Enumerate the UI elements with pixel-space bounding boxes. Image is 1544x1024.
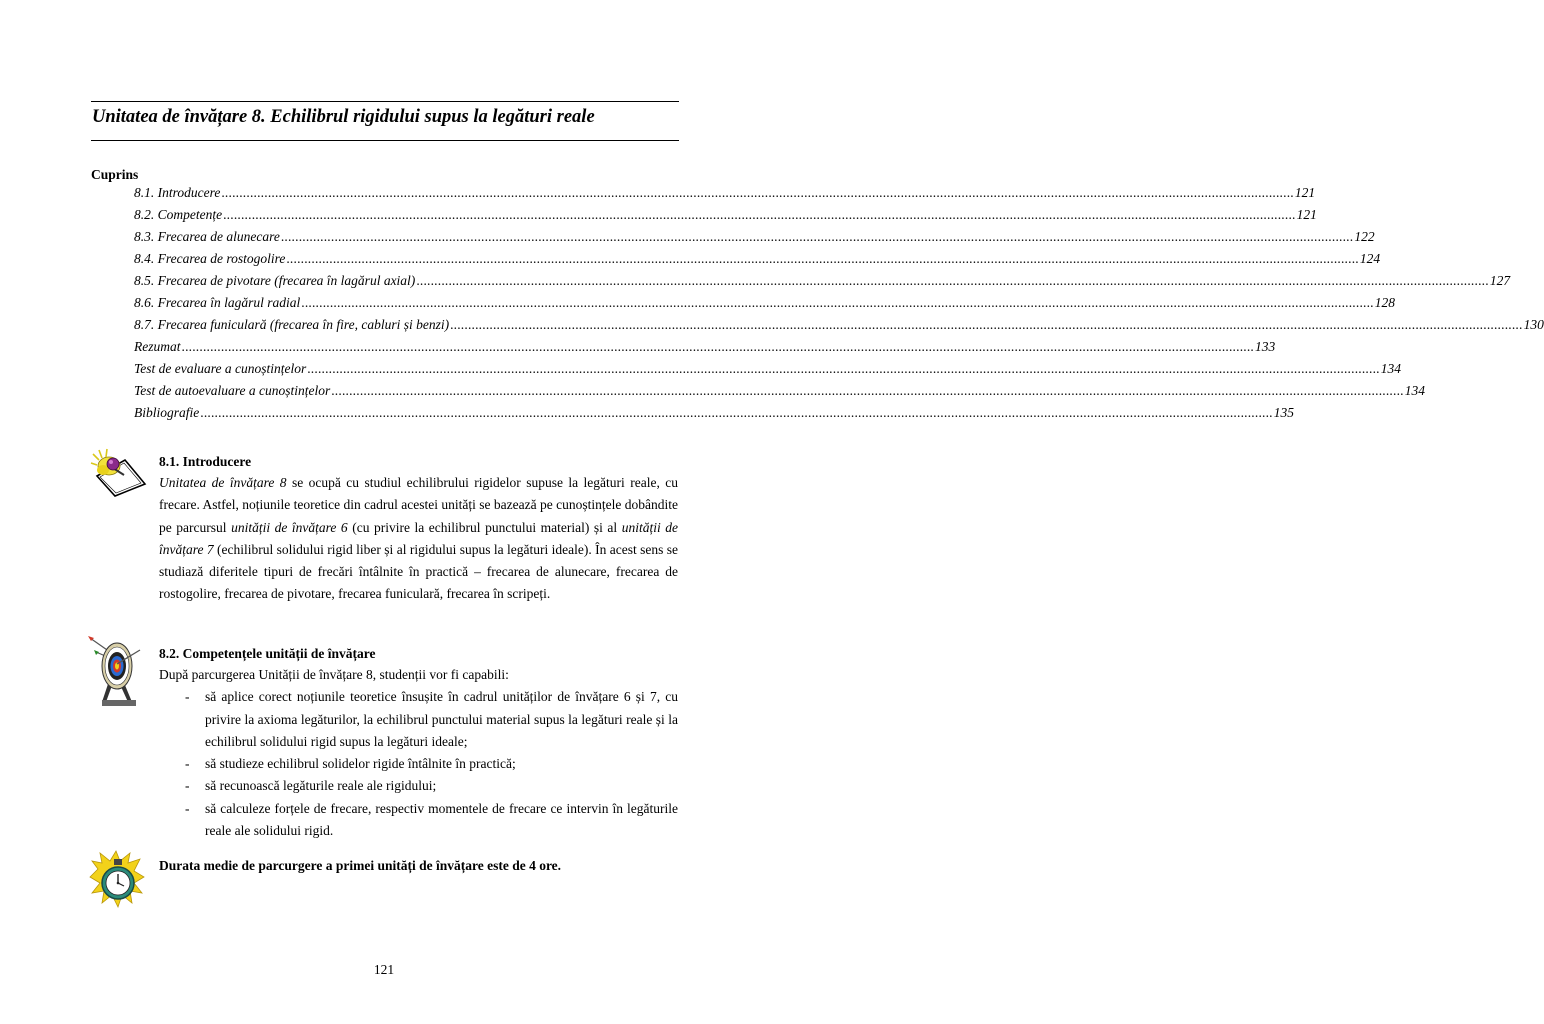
list-item: - să aplice corect noțiunile teoretice însușite în cadrul unităților de învățare 6 și 7, cu privire la axioma legăturilor, la echilibrul punctului material supus la legături reale și la echilibrul solidului rigid supus la legături ideale; — [185, 689, 678, 749]
toc-entry-page: 134 — [1404, 383, 1425, 398]
toc-entry-label: 8.7. Frecarea funiculară (frecarea în fire, cabluri și benzi) — [134, 317, 450, 332]
competences-intro: După parcurgerea Unității de învățare 8, studenții vor fi capabili: — [159, 667, 509, 682]
toc-entry-label: Rezumat — [134, 339, 181, 354]
list-item-text: să recunoască legăturile reale ale rigidului; — [205, 778, 437, 794]
ref-unit-8: Unitatea de învățare 8 — [159, 475, 287, 490]
list-item: - să recunoască legăturile reale ale rigidului; — [185, 778, 437, 794]
toc-entry — [134, 251, 1381, 273]
section-title: 8.1. Introducere — [159, 454, 252, 469]
stopwatch-icon — [88, 849, 148, 918]
toc-entry-page: 130 — [1523, 317, 1544, 332]
toc-entry-page: 133 — [1255, 339, 1276, 354]
toc-entry-label: 8.3. Frecarea de alunecare — [134, 229, 280, 244]
title-block — [91, 101, 679, 141]
toc-entry-label: Bibliografie — [134, 405, 200, 420]
competences-list — [159, 686, 678, 842]
toc-entry — [134, 383, 1425, 405]
toc-leader-dots: ............................................................................................................................................................................................................................................................................................................ — [450, 317, 1523, 332]
toc-entry-label: Test de evaluare a cunoștințelor — [134, 361, 307, 376]
section-duration — [159, 855, 678, 877]
page-number: 121 — [373, 962, 395, 977]
toc-entry — [134, 361, 1401, 383]
toc-entry — [134, 339, 1276, 361]
list-item: - să calculeze forțele de frecare, respectiv momentele de frecare ce intervin în legăturile reale ale solidului rigid. — [185, 800, 678, 839]
toc-leader-dots: ............................................................................................................................................................................................................................................................................................................ — [223, 207, 1296, 222]
toc-heading: Cuprins — [91, 167, 139, 182]
toc-leader-dots: ............................................................................................................................................................................................................................................................................................................ — [181, 339, 1254, 354]
toc-entry — [134, 317, 1544, 339]
section-competences — [159, 643, 678, 842]
toc-entry-page: 135 — [1273, 405, 1294, 420]
toc-entry-label: 8.6. Frecarea în lagărul radial — [134, 295, 301, 310]
toc-entry — [134, 207, 1317, 229]
toc-leader-dots: ............................................................................................................................................................................................................................................................................................................ — [331, 383, 1404, 398]
toc-entry-page: 134 — [1380, 361, 1401, 376]
list-item: - să studieze echilibrul solidelor rigide întâlnite în practică; — [185, 756, 516, 772]
toc-entry — [134, 295, 1395, 317]
toc-leader-dots: ............................................................................................................................................................................................................................................................................................................ — [301, 295, 1374, 310]
toc-entry-page: 127 — [1489, 273, 1511, 288]
toc-leader-dots: ............................................................................................................................................................................................................................................................................................................ — [280, 229, 1354, 244]
list-item-text: să studieze echilibrul solidelor rigide întâlnite în practică; — [205, 756, 516, 772]
toc-entry — [134, 273, 1511, 295]
section-title: 8.2. Competențele unității de învățare — [159, 646, 376, 661]
text-span: (cu privire la echilibrul punctului material) și al — [347, 519, 622, 535]
toc-leader-dots: ............................................................................................................................................................................................................................................................................................................ — [221, 185, 1294, 200]
toc-entry — [134, 405, 1294, 427]
section-introduction — [159, 451, 678, 606]
toc-entry-label: 8.4. Frecarea de rostogolire — [134, 251, 286, 266]
toc-leader-dots: ............................................................................................................................................................................................................................................................................................................ — [286, 251, 1359, 266]
toc-leader-dots: ............................................................................................................................................................................................................................................................................................................ — [307, 361, 1380, 376]
toc-entry-label: 8.5. Frecarea de pivotare (frecarea în lagărul axial) — [134, 273, 416, 288]
toc-entry-label: 8.1. Introducere — [134, 185, 221, 200]
toc-leader-dots: ............................................................................................................................................................................................................................................................................................................ — [416, 273, 1489, 288]
page-title: Unitatea de învățare 8. Echilibrul rigidului supus la legături reale — [92, 107, 595, 127]
toc-entry — [134, 229, 1375, 251]
duration-text: Durata medie de parcurgere a primei unități de învățare este de 4 ore. — [159, 858, 562, 873]
introduction-paragraph — [159, 472, 678, 606]
toc-leader-dots: ............................................................................................................................................................................................................................................................................................................ — [200, 405, 1273, 420]
toc-entry — [134, 185, 1316, 207]
text-span: se ocupă cu studiul echilibrului rigidelor supuse la legături reale, cu frecare. Astfel, noțiunile teoretice din cadrul acestei unități se bazează pe cunoștințele dobândite pe parcursul — [159, 475, 678, 535]
toc-entry-label: Test de autoevaluare a cunoștințelor — [134, 383, 331, 398]
list-item-text: să aplice corect noțiunile teoretice însușite în cadrul unităților de învățare 6 și 7, cu privire la axioma legăturilor, la echilibrul punctului material supus la legături reale și la echilibrul solidului rigid supus la legături ideale; — [205, 689, 678, 749]
ref-unit-7: unității de învățare 7 — [159, 519, 678, 557]
toc-entry-page: 122 — [1354, 229, 1375, 244]
toc-entry-label: 8.2. Competențe — [134, 207, 223, 222]
toc-entry-page: 121 — [1294, 185, 1316, 200]
table-of-contents — [134, 185, 1544, 427]
text-span: (echilibrul solidului rigid liber și al rigidului supus la legături ideale). În acest sens se studiază diferitele tipuri de frecări întâlnite în practică – frecarea de alunecare, frecarea de rostogolire, frecarea de pivotare, frecarea funiculară, frecarea în scripeți. — [159, 541, 678, 602]
toc-entry-page: 124 — [1359, 251, 1381, 266]
pushpin-note-icon — [91, 446, 151, 503]
list-item-text: să calculeze forțele de frecare, respectiv momentele de frecare ce intervin în legăturile reale ale solidului rigid. — [205, 800, 678, 839]
toc-entry-page: 128 — [1374, 295, 1395, 310]
toc-entry-page: 121 — [1296, 207, 1317, 222]
archery-target-icon — [88, 630, 150, 715]
ref-unit-6: unității de învățare 6 — [231, 519, 348, 535]
